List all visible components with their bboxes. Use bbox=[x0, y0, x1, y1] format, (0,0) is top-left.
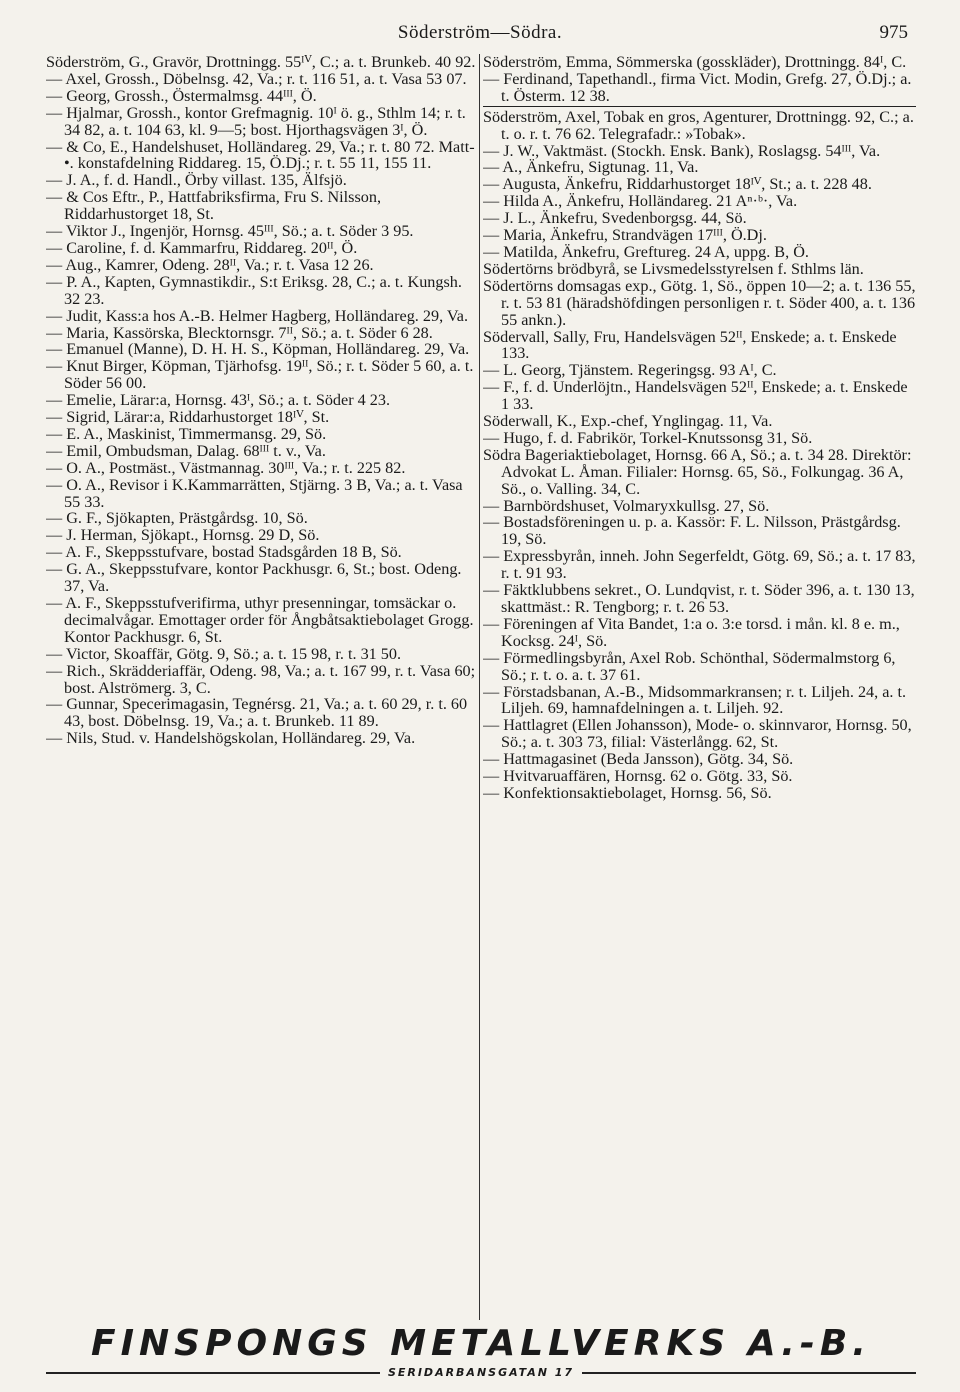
directory-entry: — Sigrid, Lärar:a, Riddarhustorget 18ᴵⱽ, St. bbox=[46, 408, 330, 427]
directory-entry: — Knut Birger, Köpman, Tjärhofsg. 19ᴵᴵ, Sö.; r. t. Söder 5 60, a. t. Söder 56 00. bbox=[46, 357, 474, 393]
page-header bbox=[0, 22, 960, 50]
directory-entry: — J. Herman, Sjökapt., Hornsg. 29 D, Sö. bbox=[46, 526, 320, 545]
directory-entry: — Förstadsbanan, A.-B., Midsommarkransen; r. t. Liljeh. 24, a. t. Liljeh. 69, hamnafdelningen a. t. Liljeh. 92. bbox=[483, 682, 907, 718]
directory-entry: — F., f. d. Underlöjtn., Handelsvägen 52ᴵᴵ, Enskede; a. t. Enskede 1 33. bbox=[483, 378, 908, 414]
directory-entry: — Barnbördshuset, Volmaryxkullsg. 27, Sö. bbox=[483, 496, 770, 515]
directory-entry: — Axel, Grossh., Döbelnsg. 42, Va.; r. t. 116 51, a. t. Vasa 53 07. bbox=[46, 69, 467, 88]
directory-entry: — O. A., Postmäst., Västmannag. 30ᴵᴵᴵ, Va.; r. t. 225 82. bbox=[46, 458, 406, 477]
advertisement-banner bbox=[46, 1324, 916, 1382]
directory-entry: — Caroline, f. d. Kammarfru, Riddareg. 20ᴵᴵ, Ö. bbox=[46, 238, 358, 257]
directory-entry: — Konfektionsaktiebolaget, Hornsg. 56, Sö. bbox=[483, 783, 772, 802]
directory-entry: — A. F., Skeppsstufverifirma, uthyr presenningar, tomsäckar o. decimalvågar. Emottager order för Ångbåtsaktiebolaget Grogg. Kontor Packhusgr. 6, St. bbox=[46, 594, 474, 646]
directory-entry: — Emanuel (Manne), D. H. H. S., Köpman, Holländareg. 29, Va. bbox=[46, 340, 470, 359]
running-head: Söderström—Södra. bbox=[397, 22, 563, 43]
right-column bbox=[483, 54, 916, 1320]
directory-entry: — Hattlagret (Ellen Johansson), Mode- o. skinnvaror, Hornsg. 50, Sö.; a. t. 303 73, filial: Västerlångg. 62, St. bbox=[483, 716, 912, 752]
directory-entry: — O. A., Revisor i K.Kammarrätten, Stjärng. 3 B, Va.; a. t. Vasa 55 33. bbox=[46, 475, 463, 511]
advertisement-address: SERIDARBANSGATAN 17 bbox=[387, 1366, 575, 1379]
directory-entry: — Föreningen af Vita Bandet, 1:a o. 3:e torsd. i mån. kl. 8 e. m., Kocksg. 24ᴵ, Sö. bbox=[483, 614, 900, 650]
directory-entry: — Maria, Änkefru, Strandvägen 17ᴵᴵᴵ, Ö.Dj. bbox=[483, 226, 767, 245]
directory-entry: — Expressbyrån, inneh. John Segerfeldt, Götg. 69, Sö.; a. t. 17 83, r. t. 91 93. bbox=[483, 547, 916, 583]
directory-entry: Söderwall, K., Exp.-chef, Ynglingag. 11, Va. bbox=[483, 412, 773, 431]
directory-entry: — G. A., Skeppsstufvare, kontor Packhusgr. 6, St.; bost. Odeng. 37, Va. bbox=[46, 560, 462, 596]
directory-entry: — Gunnar, Specerimagasin, Tegnérsg. 21, Va.; a. t. 60 29, r. t. 60 43, bost. Döbelnsg. 19, Va.; a. t. Brunkeb. 11 89. bbox=[46, 695, 468, 731]
directory-entry: — Hvitvaruaffären, Hornsg. 62 o. Götg. 33, Sö. bbox=[483, 767, 793, 786]
directory-entry: — Nils, Stud. v. Handelshögskolan, Holländareg. 29, Va. bbox=[46, 729, 416, 748]
directory-entry: — & Co, E., Handelshuset, Holländareg. 29, Va.; r. t. 80 72. Matt- •. konstafdelning Riddareg. 15, Ö.Dj.; r. t. 55 11, 155 11. bbox=[46, 137, 475, 173]
directory-entry: Söderström, Axel, Tobak en gros, Agenturer, Drottningg. 92, C.; a. t. o. r. t. 76 62. Telegrafadr.: »Tobak». bbox=[483, 106, 916, 143]
directory-entry: — L. Georg, Tjänstem. Regeringsg. 93 Aᴵ, C. bbox=[483, 361, 777, 380]
directory-entry: — Maria, Kassörska, Blecktornsgr. 7ᴵᴵ, Sö.; a. t. Söder 6 28. bbox=[46, 323, 433, 342]
directory-entry: — Fäktklubbens sekret., O. Lundqvist, r. t. Söder 396, a. t. 130 13, skattmäst.: R. Tengborg; r. t. 26 53. bbox=[483, 581, 915, 616]
directory-entry: — J. L., Änkefru, Svedenborgsg. 44, Sö. bbox=[483, 209, 747, 228]
directory-entry: — Förmedlingsbyrån, Axel Rob. Schönthal, Södermalmstorg 6, Sö.; r. t. o. a. t. 37 61. bbox=[483, 648, 896, 684]
directory-entry: — Bostadsföreningen u. p. a. Kassör: F. L. Nilsson, Prästgårdsg. 19, Sö. bbox=[483, 513, 901, 549]
directory-entry: — G. F., Sjökapten, Prästgårdsg. 10, Sö. bbox=[46, 509, 308, 528]
rule-left bbox=[46, 1372, 380, 1374]
directory-entry: — J. A., f. d. Handl., Örby villast. 135, Älfsjö. bbox=[46, 171, 347, 190]
directory-entry: — Aug., Kamrer, Odeng. 28ᴵᴵ, Va.; r. t. Vasa 12 26. bbox=[46, 255, 374, 274]
directory-entry: — A., Änkefru, Sigtunag. 11, Va. bbox=[483, 158, 699, 177]
directory-entry: Södra Bageriaktiebolaget, Hornsg. 66 A, Sö.; a. t. 34 28. Direktör: Advokat L. Åman. Filialer: Hornsg. 65, Sö., Folkungag. 36 A, Sö., o. Valling. 34, C. bbox=[483, 445, 912, 498]
directory-entry: — Victor, Skoaffär, Götg. 9, Sö.; a. t. 15 98, r. t. 31 50. bbox=[46, 644, 402, 663]
advertisement-title: FINSPONGS METALLVERKS A.-B. bbox=[91, 1323, 871, 1364]
directory-entry: Södertörns brödbyrå, se Livsmedelsstyrelsen f. Sthlms län. bbox=[483, 259, 864, 278]
directory-entry: — & Cos Eftr., P., Hattfabriksfirma, Fru S. Nilsson, Riddarhustorget 18, St. bbox=[46, 188, 381, 224]
directory-entry: — Ferdinand, Tapethandl., firma Vict. Modin, Grefg. 27, Ö.Dj.; a. t. Österm. 12 38. bbox=[483, 69, 912, 105]
directory-entry: — Matilda, Änkefru, Greftureg. 24 A, uppg. B, Ö. bbox=[483, 242, 809, 261]
directory-entry: Södervall, Sally, Fru, Handelsvägen 52ᴵᴵ, Enskede; a. t. Enskede 133. bbox=[483, 327, 897, 363]
page-number: 975 bbox=[879, 22, 908, 43]
directory-entry: — Emelie, Lärar:a, Hornsg. 43ᴵ, Sö.; a. t. Söder 4 23. bbox=[46, 391, 391, 410]
directory-entry: — Viktor J., Ingenjör, Hornsg. 45ᴵᴵᴵ, Sö.; a. t. Söder 3 95. bbox=[46, 222, 414, 241]
directory-entry: — Hattmagasinet (Beda Jansson), Götg. 34, Sö. bbox=[483, 750, 794, 769]
directory-entry: Söderström, Emma, Sömmerska (gosskläder), Drottningg. 84ᴵ, C. bbox=[483, 54, 907, 71]
directory-entry: — P. A., Kapten, Gymnastikdir., S:t Eriksg. 28, C.; a. t. Kungsh. 32 23. bbox=[46, 272, 462, 308]
directory-entry: — Georg, Grossh., Östermalmsg. 44ᴵᴵᴵ, Ö. bbox=[46, 86, 317, 105]
rule-right bbox=[582, 1372, 916, 1374]
directory-entry: — Judit, Kass:a hos A.-B. Helmer Hagberg, Holländareg. 29, Va. bbox=[46, 306, 469, 325]
directory-entry: — E. A., Maskinist, Timmermansg. 29, Sö. bbox=[46, 424, 327, 443]
left-column bbox=[46, 54, 478, 1320]
entries-columns bbox=[46, 54, 916, 1320]
column-divider bbox=[479, 54, 480, 1320]
directory-entry: — Hjalmar, Grossh., kontor Grefmagnig. 10ᴵ ö. g., Sthlm 14; r. t. 34 82, a. t. 104 63, kl. 9—5; bost. Hjorthagsvägen 3ᴵ, Ö. bbox=[46, 103, 466, 139]
directory-entry: — A. F., Skeppsstufvare, bostad Stadsgården 18 B, Sö. bbox=[46, 543, 402, 562]
directory-entry: — J. W., Vaktmäst. (Stockh. Ensk. Bank), Roslagsg. 54ᴵᴵᴵ, Va. bbox=[483, 141, 881, 160]
directory-entry: Söderström, G., Gravör, Drottningg. 55ᴵⱽ, C.; a. t. Brunkeb. 40 92. bbox=[46, 54, 476, 71]
directory-entry: — Emil, Ombudsman, Dalag. 68ᴵᴵᴵ t. v., Va. bbox=[46, 441, 326, 460]
directory-entry: — Hilda A., Änkefru, Holländareg. 21 Aⁿ·ᵇ·, Va. bbox=[483, 192, 798, 211]
directory-entry: Södertörns domsagas exp., Götg. 1, Sö., öppen 10—2; a. t. 136 55, r. t. 53 81 (häradshöfdingen personligen r. t. Söder 400, a. t. 136 55 ankn.). bbox=[483, 276, 916, 329]
directory-entry: — Augusta, Änkefru, Riddarhustorget 18ᴵⱽ, St.; a. t. 228 48. bbox=[483, 175, 872, 194]
directory-entry: — Rich., Skrädderiaffär, Odeng. 98, Va.; a. t. 167 99, r. t. Vasa 60; bost. Alströmerg. 3, C. bbox=[46, 661, 476, 697]
advertisement-rule bbox=[46, 1366, 916, 1379]
directory-entry: — Hugo, f. d. Fabrikör, Torkel-Knutssonsg 31, Sö. bbox=[483, 428, 813, 447]
